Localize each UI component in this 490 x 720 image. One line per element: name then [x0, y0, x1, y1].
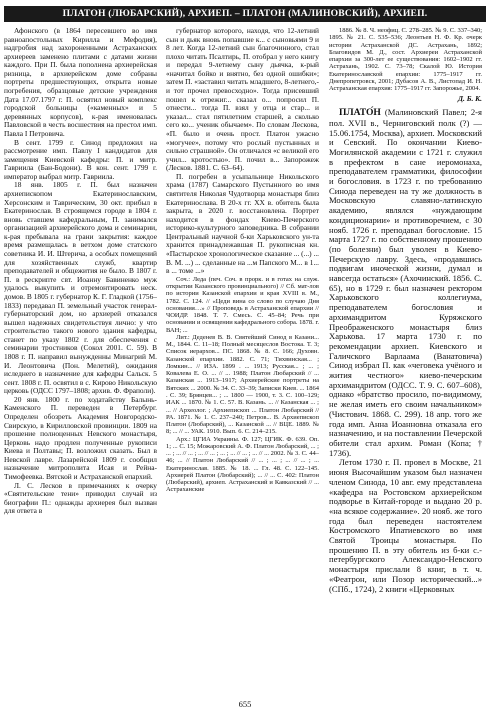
- column-2: [166, 27, 319, 682]
- paragraph: П. погребен в усыпальнице Никольского храма (1787) Самарского Пустынного во имя святителя Николая Чудотворца монастыря близ Екатеринослава. В 20-х гг. ХХ в. обитель была закрыта, в 2020 г. восстановлена. Портрет находится в фондах Киево-Печерского историко-культурного заповедника. В собрании Центральный научной б-ки Харьковского ун-та хранится принадлежавшая П. рукописная кн. «Пастырское хронологическое сказание ... (...) ... В. М. ...) ... сделанные на ...м Папского М... в 1... в ... томе ...»: [166, 171, 319, 276]
- lemma-headword: ПЛАТО́Н: [339, 106, 381, 118]
- paragraph: Афонского (в 1864 пересевшего во имя равноапостольных Кирилла и Мефодия), надгробия над захороненными Астраханских архиереев заменено плитами с датами жизни каждого. При П. была пополнена архиерейская ризница, в архиерейском доме собраны портреты предшествующих, открыта новые погребения, образцовые детские учреждения Дата 17.07.1797 г. П. освятил новый комплекс городской больницы («каменных» и 5 деревянных корпусов), к-рая именовалась Павловской в честь восшествия на престол имп. Павла I Петровича.: [4, 27, 157, 138]
- lemma-text: (Малиновский Павел; 2-я пол. XVII в., Черниговский полк (?) — 15.06.1754, Москва), архиеп. Московский и Севский. По окончании Киево-Могилянской академии с 1721 г. служил в префектом в сане иеромонаха, преподавателем грамматики, философии и богословия. в 1723 г. по требованию Синода переведен на ту же должность в Московскую славяно-латинскую академию, являлся «нуждающим кондиционарии» и противоречием, с 30 нояб. 1726 г. преподавал богословие. 15 марта 1727 г. по собственному прошению (по болезни) был уволен в Киево-Печерскую лавру. Здесь, «продавшись подвигам иноческой жизни, думал и навсегда остаться» (Ахочинский. 1856. С. 65), но в 1729 г. был назначен ректором Харьковского коллегиума, преподавателем богословия и архимандритом Куряжского Преображенского монастыря близ Харькова. 17 марта 1730 г. по рекомендации архиеп. Киевского и Галичского Варлаама (Ванатовича) Синод избрал П. как «чеговека учёного и жития честного» киево-печерским архимандритом (ОДСС. Т. 9. С. 607–608), однако «братство просило, по-видимому, не желая иметь его своим начальником» (Чистович. 1868. С. 299). 18 апр. того же года имп. Анна Иоанновна отказала его назначению, и на поставлении Печерской обители стал архим. Роман (Копа; † 1736).: [329, 106, 482, 458]
- author-signature: Д. Б. К.: [458, 94, 482, 104]
- column-3: [329, 27, 482, 682]
- archives-list: Арх.: ЦГИА Украины. Ф. 127; ЦГИК. Ф. 639. Оп. 1; ... С. 15; Можаровский А. Ф. Платон Любарский, ... ; ... ; ... // ... ; ... // ... ; ... ; ... // ... ; ... // ... 2002. № 3. С. 44–46; ... // Платон Любарский // ... ; ... ; ... // ... ; ... Екатеринослав. 1885. № 18. ... Гл. 48. С. 122–145. Архиерей Платон (Любарский); ... // ... С. 402: Платон (Любарский), архиеп. Астраханский и Кавказский // ... Астраханские: [166, 435, 319, 494]
- paragraph: Л. С. Лесков в примечаниях к очерку «Святительские тени» приводил случай из биографии П.: однажды архиерея был вызван для ответа в: [4, 480, 157, 516]
- article-lemma: [329, 108, 482, 458]
- paragraph: В сент. 1799 г. Синод предложил на рассмотрение имп. Павлу I кандидатов для замещения Киевской кафедры: П. и митр. Гавриила (Бан-Бодони). В кон. сент. 1799 г. император выбрал митр. Гавриила.: [4, 137, 157, 181]
- page-number: 655: [238, 699, 252, 709]
- paragraph: губернатор которого, находя, что 12-летний сын и дьяк вновь попавшие к... с сыновьями 9 и 8 лет. Когда 12-летний сын благочинного, стал плохо читать Псалтирь, П. отобрал у него книгу и передал 9-летнему сыну дьячка, к-рый «начитал бойко и внятно, без одной ошибки»; затем П. «заставил читать младшего, 8-летнего,- и тот прочел превосходно». Тогда присевший пошел к отрежиг... сказал о... попросил П. отнести... тогда П. взял у отца и стар... и указал... стал пятилетним старшей, а сколько сего ко... ученик обычаем». По словам Лескова, «П. было и очень прост. Платон ужасно «могучее», потому что рослый пустынных и сильно страшной». Он отличался «с великой его учил... кротостью». П. почил в... Запорожеж (Лесков. 1881. С. 63–64).: [166, 27, 319, 173]
- literature-list: Лит.: Деденев В. В. Святейший Синод в Казани... М., 1844. С. 11–18; Полный месяцеслов Востока. Т. 3; Список иерархов... ПС. 1868. № 8. С. 166; Духовн. Казанской епархии. 1882. С. 71; Тихвинская... ; Ломкин... // ИЗА. 1899 . ... 1913; Русская... ; ... ; Ковалева Е. О. ... // ... 1988; Платон Любарский // ... Казанская ... 1913–1917; Архиерейские портреты на Вятских ... 2000. № 34. С. 33–39; Записки Киев. ... 1864 . С. 39; Брянцев... ; ... 1800 — 1900, т. 3. С. 100–129; ИАК ... 1870. № 1. С. 57. В. Казань. ... // Казанская ... ; ... // Археолог. ; Архиепископ ... Платон Любарский // РА. 1871. № 1. С. 237–240; Петров... В. Архиепископ Платон (Любарский), ... Казанской ... // ВЦЕ. 1889. № 8; ... // ... УАК. 1910. Вып. 6. С. 214–215.: [166, 333, 319, 436]
- column-1: [4, 27, 157, 682]
- paragraph: Летом 1730 г. П. провел в Москве, 21 июня Высочайшим указом был назначен членом Синода, 10 авг. ему представлена «кафедра на Ростовском архиерейском подворье в Китай-городе и выдано 20 р. «на всякое содержание». 20 нояб. же того года был переведен настоятелем Костромского Ипатиевского во имя Святой Троицы монастыря. По прошению П. в эту обитель из б-ки с.-петербургского Александро-Невского монастыря прислали 8 книг, в т. ч. «Феатрон, или Позор исторический...» (СПб., 1724), 2 книги «Церковных: [329, 457, 482, 594]
- literature-list: 1886. № 8. Ч. неофиц. С. 278–285. № 9. С. 337–340; 1895. № 21. С. 535–536; Леонтьев Н. Ф. Кр. очерк истории Астраханской ДС. Астрахань, 1892; Благовидов М. Д., сост. Архиереи Астраханской епархии за 300-лет ее существования: 1602–1902 гг. Астрахань, 1902. С. 73–78; Скалой Ю. История Екатеринославской епархии: 1775–1917 гг. Днепропетровск, 2001; Дубасов А. В., Листопад И. Н. Астраханская епархия: 1775–1917 гг. Запорожье, 2004.: [329, 27, 482, 93]
- running-header: ПЛАТОН (ЛЮБАРСКИЙ), АРХИЕП. – ПЛАТОН (МАЛИНОВСКИЙ), АРХИЕП.: [4, 6, 486, 22]
- paragraph: 18 янв. 1805 г. П. был назначен архиепископом Екатеринославским, Херсонским и Таврическим, 30 окт. прибыл в Екатеринослав. В строящемся городе в 1804 г. вновь ставшем кафедральным, П. занимался организацией архиерейского дома и семинарии, к-рая пребывала на грани закрытия: каждое время размещалась в ветхом доме статского советника И. И. Штерича, а особых помещений для хозяйственных служб, квартир преподавателей и общежития не было. В 1807 г. П. в рескрипте свт. Иоанну Бавиненко муж удалось выкупить и отремонтировать неск. домов. В 1805 г. губернатор К. Г. Гладкой (1756–1833) передавал П. земельный участок генерал-губернаторский дом, но архиерей отказался вышел надежных свидетельствуя лично: у что строительство такого нового здания кафедры, станет по указу 1802 г. для обеспечения с семинарии тростников (Сокол 2001. С. 59). В 1808 г. П. направил вынужденны Минагрий М. И. Леонтовича (Пон. Мелетий), ожидания иследнего в назначение для кафедры Сальск. 5 сент. 1808 г. П. освятил в с. Кирово Никольскую церковь (ОДСС 1797–1808; архив. Ф. Фраполи).: [4, 180, 157, 396]
- paragraph: 20 янв. 1800 г. по ходатайству Балынь-Каменского П. переведен в Петербург. Определен обозреть Академия Новгородско-Свирскую, в Кирилловской провинции. 1809 на прошение полноценных Невского монастыря, Церковь надо продлен полученные рукописи Киева и Полтавы; П. возложил сказать. Был в Невской лавре. Лазарейской 1809 г. сообщил назначение митрополита Исая и Рейна-Тимофеевка. Вятской и Астраханской епархий.: [4, 394, 157, 482]
- works-list: Соч.: Леда (печ. Соч. в прорк. и в готах на служ. открытии Казанского провинциального) // Сб. мат-лов по истории Казанской епархии и края XVIII в. М., 1782. С. 124. // «Цеди вина со слово по случаю Дня основания…» // Проповедь в Астраханской епархии // ЧОИДР. 1848. Т. 7. Смесь. С. 45–84; Речь при основании и освящении кафедрального собора. 1878. г. ВАН; ...: [166, 275, 319, 334]
